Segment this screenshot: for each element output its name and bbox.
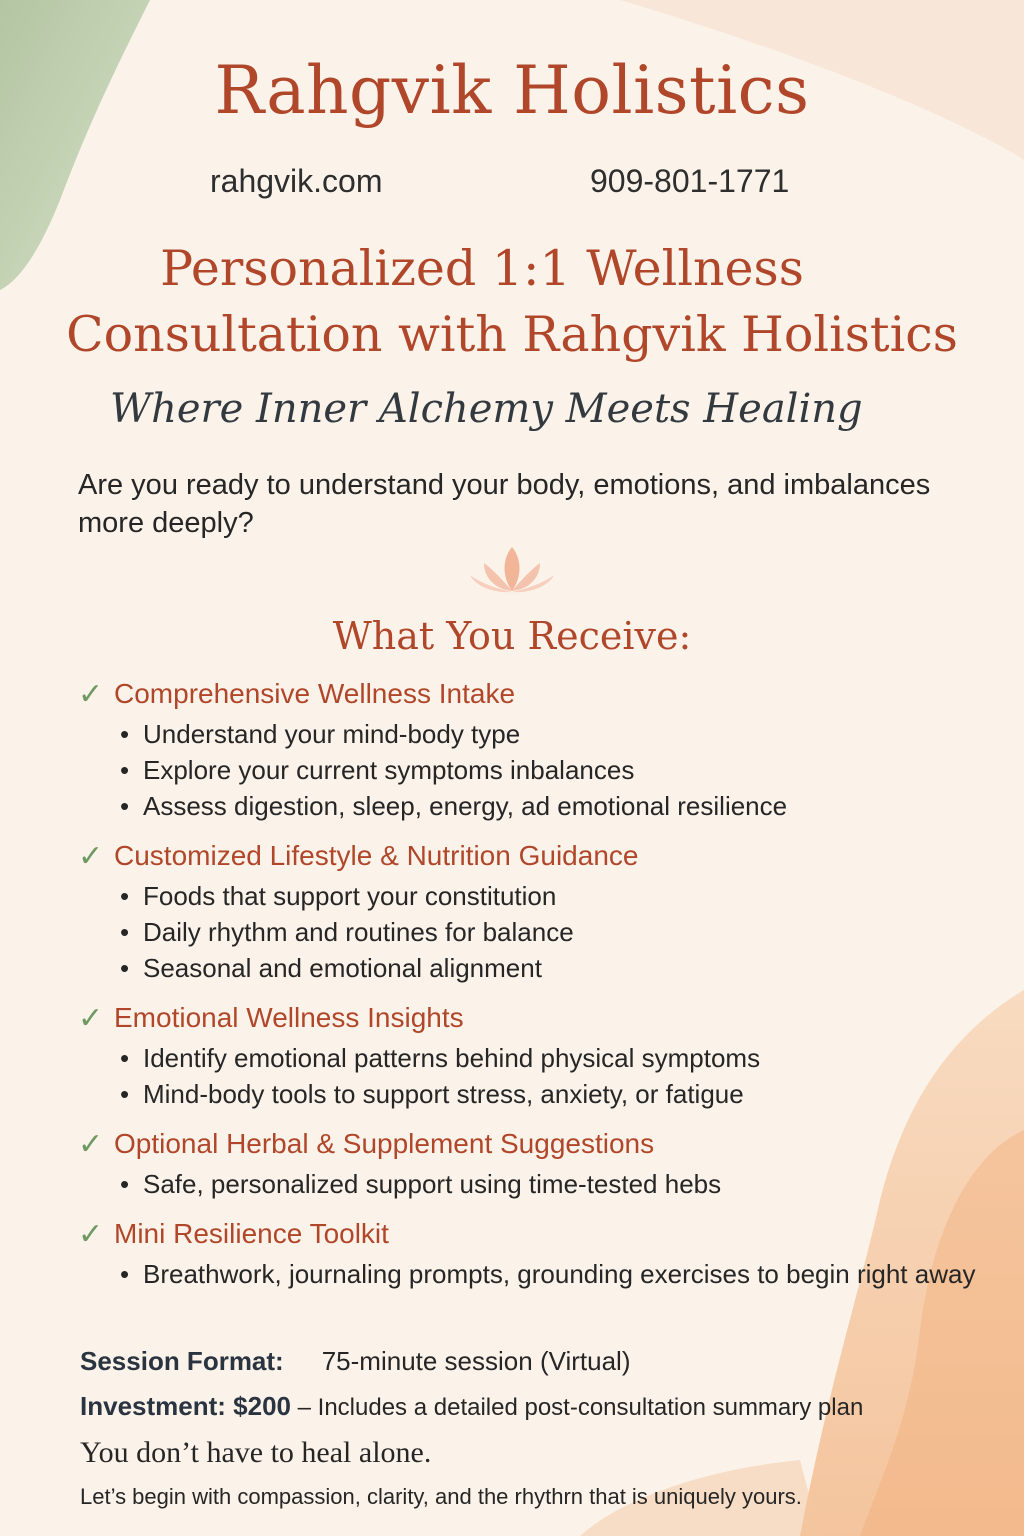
headline-line-1: Personalized 1:1 Wellness: [160, 240, 804, 297]
bullet-dot: •: [120, 953, 130, 983]
bullet-text: Understand your mind-body type: [143, 719, 521, 749]
brand-title: Rahgvik Holistics: [214, 52, 810, 129]
benefit-item: [78, 834, 978, 986]
benefit-header: [78, 1212, 978, 1256]
bullet-dot: •: [120, 1043, 130, 1073]
benefit-bullets: [78, 1256, 978, 1292]
benefit-item: [78, 996, 978, 1112]
benefit-title: Customized Lifestyle & Nutrition Guidance: [114, 840, 639, 871]
bullet-text: Assess digestion, sleep, energy, ad emotional resilience: [143, 791, 788, 821]
bullet-item: [116, 752, 978, 788]
bullet-dot: •: [120, 791, 130, 821]
lotus-icon: [468, 545, 556, 595]
benefit-bullets: [78, 1166, 978, 1202]
benefit-title: Emotional Wellness Insights: [114, 1002, 464, 1033]
benefit-header: [78, 672, 978, 716]
benefit-header: [78, 1122, 978, 1166]
benefit-header: [78, 996, 978, 1040]
benefit-item: [78, 1212, 978, 1292]
investment-detail: – Includes a detailed post-consultation summary plan: [290, 1394, 864, 1421]
check-icon: ✓: [78, 676, 104, 712]
benefit-bullets: [78, 1040, 978, 1112]
bullet-item: [116, 716, 978, 752]
bullet-text: Daily rhythm and routines for balance: [143, 917, 574, 947]
website-text: rahgvik.com: [210, 163, 383, 199]
bullet-item: [116, 914, 978, 950]
headline: [0, 236, 1024, 368]
benefit-title: Optional Herbal & Supplement Suggestions: [114, 1128, 655, 1159]
check-icon: ✓: [78, 1126, 104, 1162]
session-format-value: 75-minute session (Virtual): [321, 1346, 631, 1376]
benefit-item: [78, 672, 978, 824]
bullet-text: Mind-body tools to support stress, anxiety, or fatigue: [143, 1079, 744, 1109]
section-title: What You Receive:: [332, 614, 692, 658]
check-icon: ✓: [78, 1000, 104, 1036]
bullet-item: [116, 1166, 978, 1202]
investment: [80, 1391, 863, 1422]
benefits-list: [78, 672, 978, 1302]
bullet-text: Seasonal and emotional alignment: [143, 953, 542, 983]
bullet-item: [116, 878, 978, 914]
bullet-text: Identify emotional patterns behind physical symptoms: [143, 1043, 761, 1073]
session-format-label: Session Format:: [80, 1346, 284, 1376]
bullet-dot: •: [120, 1079, 130, 1109]
bullet-dot: •: [120, 1169, 130, 1199]
bullet-item: [116, 950, 978, 986]
benefit-title: Mini Resilience Toolkit: [114, 1218, 389, 1249]
benefit-bullets: [78, 878, 978, 986]
bullet-text: Breathwork, journaling prompts, grounding exercises to begin right away: [143, 1259, 976, 1289]
bullet-item: [116, 1040, 978, 1076]
benefit-header: [78, 834, 978, 878]
bullet-item: [116, 1256, 978, 1292]
bullet-dot: •: [120, 917, 130, 947]
closing-subline: Let’s begin with compassion, clarity, and the rhythrn that is uniquely yours.: [80, 1484, 802, 1509]
bullet-item: [116, 788, 978, 824]
session-format: [80, 1346, 630, 1377]
investment-label: Investment: $200: [80, 1391, 291, 1421]
bullet-item: [116, 1076, 978, 1112]
check-icon: ✓: [78, 838, 104, 874]
closing-line: You don’t have to heal alone.: [80, 1436, 432, 1469]
benefit-title: Comprehensive Wellness Intake: [114, 678, 516, 709]
bullet-text: Foods that support your constitution: [143, 881, 557, 911]
bullet-dot: •: [120, 719, 130, 749]
check-icon: ✓: [78, 1216, 104, 1252]
bullet-dot: •: [120, 1259, 130, 1289]
headline-line-2: Consultation with Rahgvik Holistics: [66, 306, 958, 363]
bullet-text: Safe, personalized support using time-tested hebs: [143, 1169, 722, 1199]
bullet-dot: •: [120, 755, 130, 785]
phone-text: 909-801-1771: [590, 163, 790, 199]
tagline: Where Inner Alchemy Meets Healing: [110, 386, 863, 432]
benefit-item: [78, 1122, 978, 1202]
intro-question: Are you ready to understand your body, emotions, and imbalances more deeply?: [78, 469, 931, 539]
bullet-dot: •: [120, 881, 130, 911]
bullet-text: Explore your current symptoms inbalances: [143, 755, 635, 785]
benefit-bullets: [78, 716, 978, 824]
